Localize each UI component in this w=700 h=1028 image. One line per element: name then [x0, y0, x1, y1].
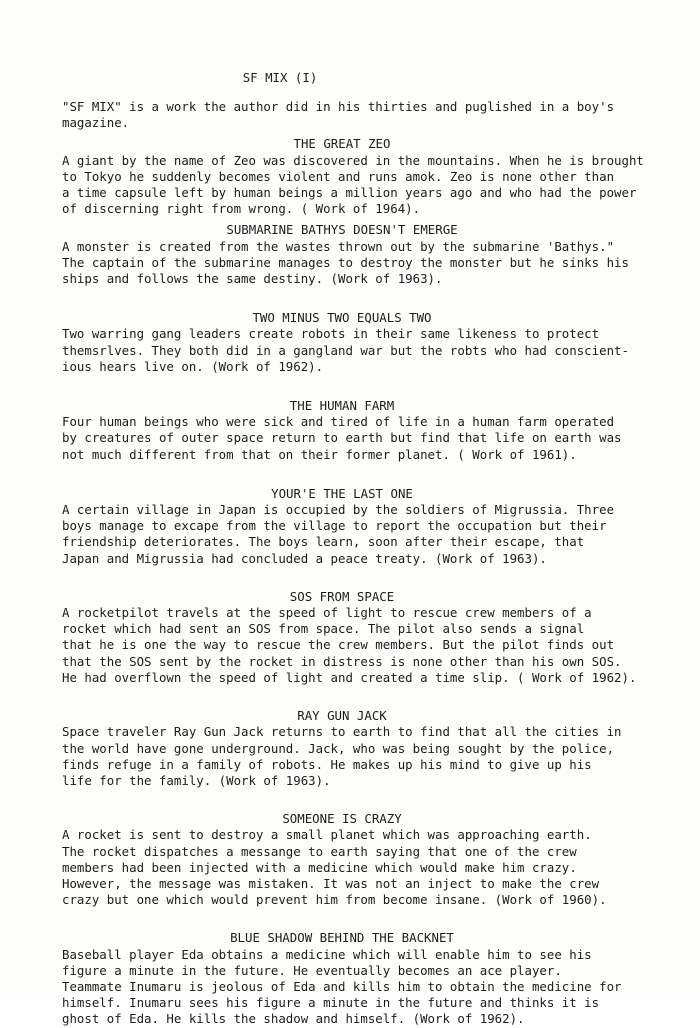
story-title: SOS FROM SPACE: [289, 588, 395, 604]
story-synopsis: A rocketpilot travels at the speed of light to rescue crew members of a rocket which had sent an SOS from space. The pilot also sends a signal that he is one the way to rescue the crew members. But the pilot finds out that the SOS sent by the rocket in distress is none other than his own SOS. He had overflown the speed of light and created a time slip. ( Work of 1962).: [62, 605, 637, 685]
story-sos-from-space: [62, 589, 692, 686]
story-synopsis: Four human beings who were sick and tired of life in a human farm operated by creatures of outer space return to earth but find that life on earth was not much different from that on their former planet. ( Work of 1961).: [62, 414, 622, 462]
story-synopsis: A certain village in Japan is occupied by the soldiers of Migrussia. Three boys manage to excape from the village to report the occupation but their friendship deteriorates. The boys learn, soon after their escape, that Japan and Migrussia had concluded a peace treaty. (Work of 1963).: [62, 502, 615, 566]
story-youre-the-last-one: [62, 486, 692, 567]
story-synopsis: Space traveler Ray Gun Jack returns to earth to find that all the cities in the world have gone underground. Jack, who was being sought by the police, finds refuge in a family of robots. He makes up his mind to give up his life for the family. (Work of 1963).: [62, 724, 622, 788]
story-synopsis: A monster is created from the wastes thrown out by the submarine 'Bathys." The captain of the submarine manages to destroy the monster but he sinks his ships and follows the same destiny. (Work of 1963).: [62, 238, 629, 287]
story-title: THE HUMAN FARM: [289, 398, 395, 414]
story-synopsis: A rocket is sent to destroy a small planet which was approaching earth. The rocket dispatches a messange to earth saying that one of the crew members had been injected with a medicine which would make him crazy. However, the message was mistaken. It was not an inject to make the crew crazy but one which would prevent him from become insane. (Work of 1960).: [62, 827, 607, 908]
story-title: BLUE SHADOW BEHIND THE BACKNET: [230, 930, 454, 946]
story-someone-is-crazy: [62, 811, 692, 908]
story-two-minus-two: [62, 310, 692, 375]
story-synopsis: Two warring gang leaders create robots in their same likeness to protect themsrlves. They both did in a gangland war but the robts who had conscient- ious hears live on. (Work of 1962).: [62, 326, 629, 374]
story-ray-gun-jack: [62, 708, 692, 789]
document-title: SF MIX (I): [242, 70, 318, 85]
story-title: SOMEONE IS CRAZY: [282, 811, 402, 827]
story-synopsis: Baseball player Eda obtains a medicine which will enable him to see his figure a minute in the future. He eventually becomes an ace player. Teammate Inumaru is jeolous of Eda and kills him to obtain the medicine for himself. Inumaru sees his figure a minute in the future and thinks it is ghost of Eda. He kills the shadow and himself. (Work of 1962).: [62, 946, 622, 1027]
story-title: RAY GUN JACK: [297, 708, 387, 724]
intro-paragraph: "SF MIX" is a work the author did in his thirties and puglished in a boy's magazine.: [62, 99, 615, 131]
story-the-great-zeo: [62, 136, 692, 217]
story-title: YOUR'E THE LAST ONE: [271, 485, 413, 501]
story-title: TWO MINUS TWO EQUALS TWO: [252, 310, 432, 326]
story-title: SUBMARINE BATHYS DOESN'T EMERGE: [226, 222, 458, 238]
story-submarine-bathys: [62, 222, 692, 287]
story-synopsis: A giant by the name of Zeo was discovered in the mountains. When he is brought to Tokyo he suddenly becomes violent and runs amok. Zeo is none other than a time capsule left by human beings a million years ago and who had the power of discerning right from wrong. ( Work of 1964).: [62, 152, 644, 217]
story-blue-shadow: [62, 930, 692, 1027]
story-title: THE GREAT ZEO: [293, 136, 391, 152]
story-the-human-farm: [62, 398, 692, 463]
document-content: [62, 99, 692, 1028]
